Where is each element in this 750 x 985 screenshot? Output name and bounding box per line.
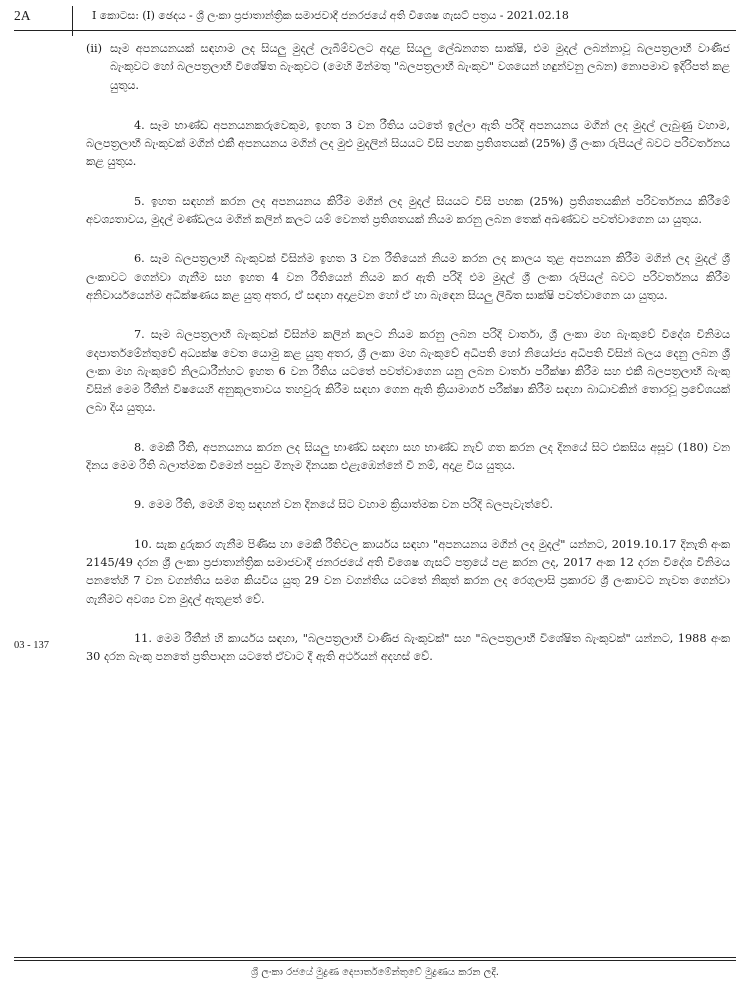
paragraph-6: 6. සෑම බලපත්‍රලාභී බැංකුවක් විසින්ම ඉහත 3 වන රීතියෙන් නියම කරන ලද කාලය තුළ අපනයන කිරීම මගින් ලද මුදල් ශ්‍රී ලංකාවට ගෙන්වා ගැනීම සහ ඉහත 4 වන රීතියෙන් නියම කර ඇති පරිදි එම මුදල් ශ්‍රී ලංකා රුපියල් බවට පරිවර්තනය කිරීම අනිවාර්යයෙන්ම අධීක්ෂණය කළ යුතු අතර, ඒ සඳහා අදාළවන හෝ ඒ හා බැඳෙන සියලු ලිඛිත සාක්ෂි පවත්වාගෙන යා යුතුය. [86,252,730,302]
paragraph-9: 9. මෙම රීති, මෙහි මතු සඳහන් වන දිනයේ සිට වහාම ක්‍රියාත්මක වන පරිදි බලපැවැත්වේ. [134,498,553,512]
sub-paragraph-marker: (ii) [86,42,103,55]
sub-paragraph-text: සෑම අපනයනයක් සඳහාම ලද සියලු මුදල් ලැබීම්වලට අදාළ සියලු ලේඛනගත සාක්ෂි, එම මුදල් ලබන්නාවූ බලපත්‍රලාභී වාණිජ බැංකුවට හෝ බලපත්‍රලාභී විශේෂිත බැංකුවට (මෙහි මින්මතු "බලපත්‍රලාභී බැංකුව" වශයෙන් හඳුන්වනු ලබන) නොපමාව ඉදිරිපත් කළ යුතුය. [110,42,730,92]
paragraph-7: 7. සෑම බලපත්‍රලාභී බැංකුවක් විසින්ම කලින් කලට නියම කරනු ලබන පරිදි වාර්තා, ශ්‍රී ලංකා මහ බැංකුවේ විදේශ විනිමය දෙපාර්තමේන්තුවේ අධ්‍යක්ෂ වෙත යොමු කළ යුතු අතර, ශ්‍රී ලංකා මහ බැංකුවේ අධිපති හෝ නියෝජ්‍ය අධිපති විසින් බලය දෙනු ලබන ශ්‍රී ලංකා මහ බැංකුවේ නිලධාරීන්හට ඉහත 6 වන රීතිය යටතේ පවත්වාගෙන යනු ලබන වාර්තා පරීක්ෂා කිරීම සහ එකී බලපත්‍රලාභී බැංකු විසින් මෙම රීතීන් විෂයෙහි අනුකූලතාවය තහවුරු කිරීම සඳහා ගෙන ඇති ක්‍රියාමාර්ග පරීක්ෂා කිරීම සඳහා බාධාවකින් තොරවූ ප්‍රවේශයක් ලබා දිය යුතුය. [86,328,730,415]
header-divider [72,6,73,36]
running-head: I කොටස: (I) ඡෙදය - ශ්‍රී ලංකා ප්‍රජාතාන්ත්‍රික සමාජවාදී ජනරජයේ අති විශෙෂ ගැසට් පත්‍රය - 2021.02.18 [92,9,569,22]
footer-rule-bottom [14,960,736,961]
header-rule [14,30,736,31]
footer-rule-top [14,957,736,958]
paragraph-4: 4. සෑම භාණ්ඩ අපනයනකරුවෙකුම, ඉහත 3 වන රීතිය යටතේ ඉල්ලා ඇති පරිදි අපනයනය මගින් ලද මුදල් ලැබුණු වහාම, බලපත්‍රලාභී බැංකුවක් මගින් එකී අපනයනය මගින් ලද මුළු මුදලින් සියයට විසි පහක ප්‍රතිශතයක් (25%) ශ්‍රී ලංකා රුපියල් බවට පරිවර්තනය කළ යුතුය. [86,118,730,169]
document-body [86,40,730,687]
sub-paragraph-ii [86,40,730,95]
document-code: 03 - 137 [14,640,49,651]
page-header [14,6,736,30]
paragraph-8: 8. මෙකී රීති, අපනයනය කරන ලද සියලු භාණ්ඩ සඳහා සහ භාණ්ඩ නැව් ගත කරන ලද දිනයේ සිට එකසිය අසූව (180) වන දිනය මෙම රීති බලාත්මක වීමෙන් පසුව මිනෑම දිනයක එළැඹෙන්නේ වී නම්, අදාළ විය යුතුය. [86,440,730,473]
paragraph-5: 5. ඉහත සඳහන් කරන ලද අපනයනය කිරීම මගින් ලද මුදල් සියයට විසි පහක (25%) ප්‍රතිශතයකින් පරිවර්තනය කිරීමේ අවශ්‍යතාවය, මුදල් මණ්ඩලය මගින් කලින් කලට යම් වෙනත් ප්‍රතිශතයක් නියම කරනු ලබන තෙක් අඛණ්ඩව පවත්වාගෙන යා යුතුය. [86,194,730,227]
paragraph-10: 10. සැක දුරුකර ගැනීම පිණිස හා මෙකී රීතිවල කාර්යය සඳහා "අපනයනය මගින් ලද මුදල්" යන්නට, 2019.10.17 දිනැති අංක 2145/49 දරන ශ්‍රී ලංකා ප්‍රජාතාන්ත්‍රික සමාජවාදී ජනරජයේ අති විශෙෂ ගැසට් පත්‍රයේ පළ කරන ලද, 2017 අංක 12 දරන විදේශ විනිමය පනතේහි 7 වන වගන්තිය සමග කියවිය යුතු 29 වන වගන්තිය යටතේ නිකුත් කරන ලද රෙගුලාසි ප්‍රකාරව ශ්‍රී ලංකාවට නැවත ගෙන්වා ගැනීමට අවශ්‍ය වන මුදල් ඇතුළත් වේ. [86,537,730,606]
paragraph-11: 11. මෙම රීතීන් හි කාර්යය සඳහා, "බලපත්‍රලාභී වාණිජ බැංකුවක්" සහ "බලපත්‍රලාභී විශේෂිත බැංකුවක්" යන්නට, 1988 අංක 30 දරන බැංකු පනතේ ප්‍රතිපාදන යටතේ ඒවාට දී ඇති අර්ථයන් අදහස් වේ. [86,631,730,664]
printer-footer: ශ්‍රී ලංකා රජයේ මුද්‍රණ දෙපාර්තමේන්තුවේ මුද්‍රණය කරන ලදී. [251,967,499,978]
page-number: 2A [14,8,31,23]
